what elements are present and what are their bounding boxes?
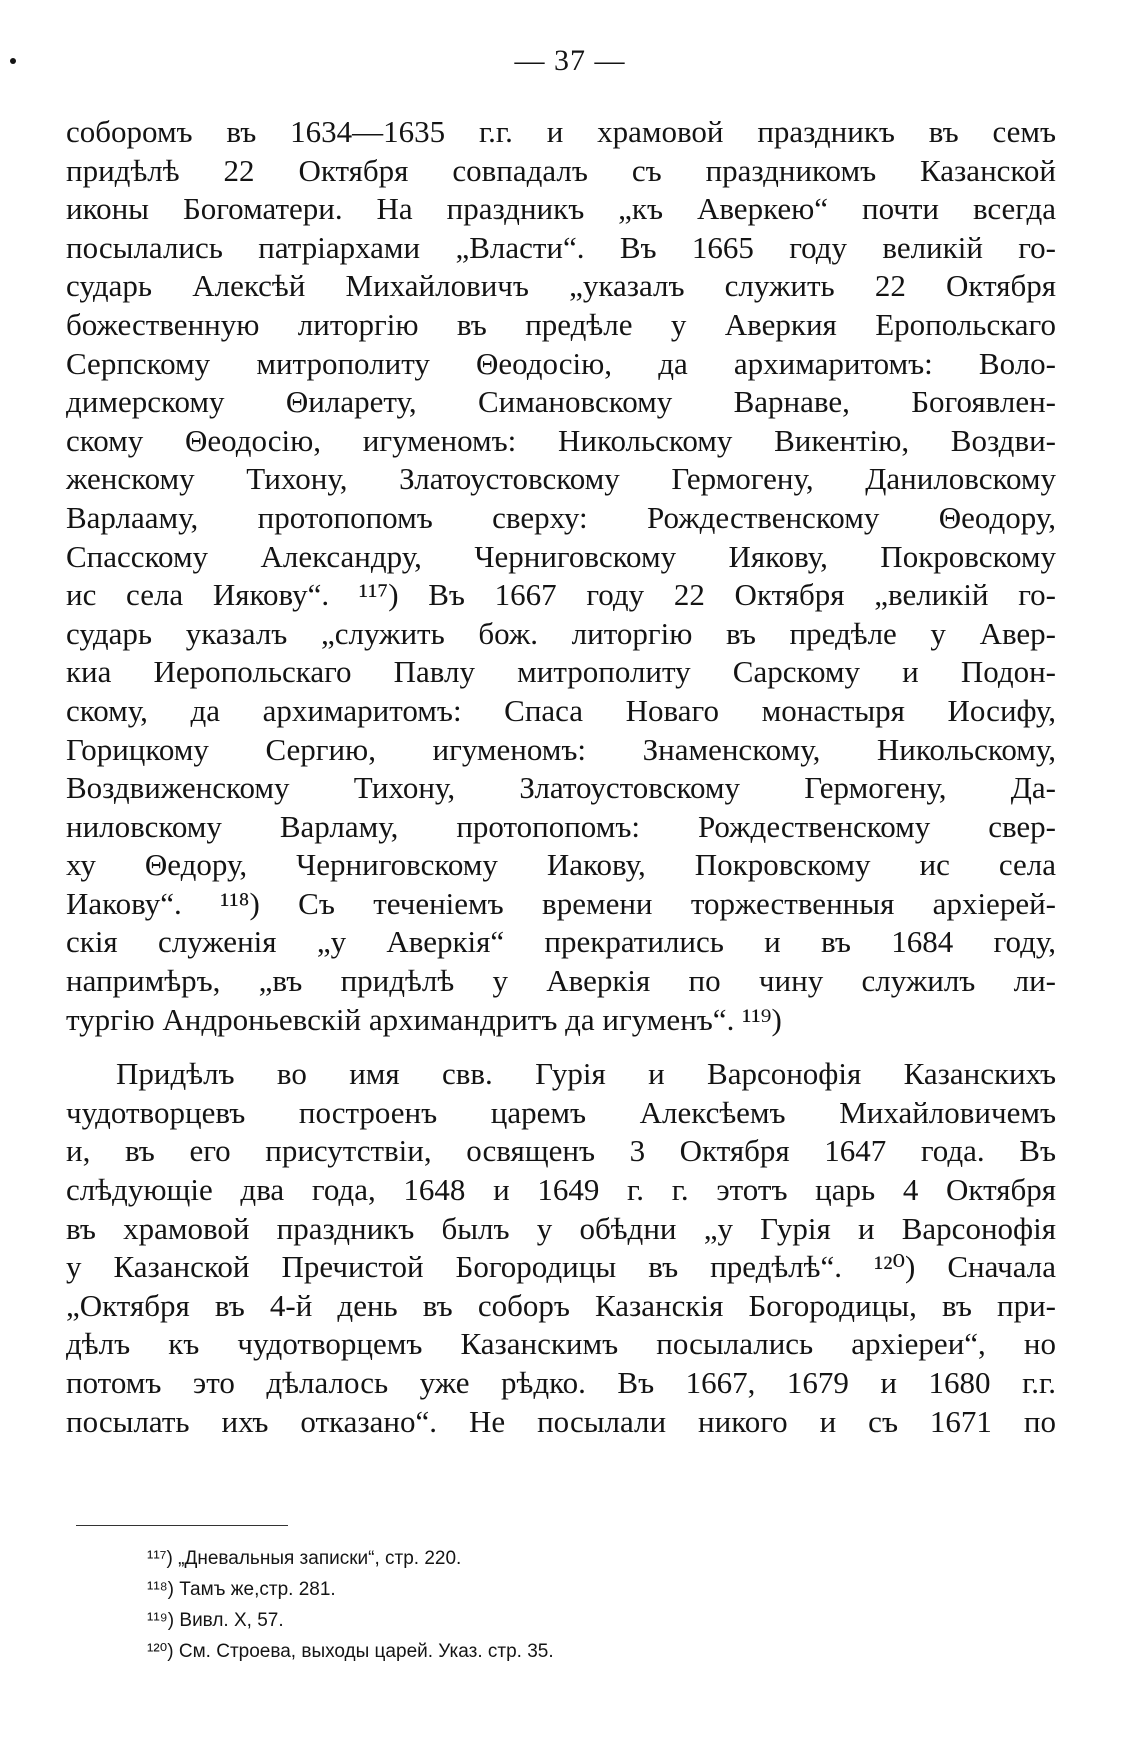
text-line: Придѣлъ во имя свв. Гурія и Варсонофія Казанскихъ xyxy=(116,1056,1056,1092)
text-line: тургію Андроньевскій архимандритъ да игуменъ“. ¹¹⁹) xyxy=(66,1001,782,1037)
text-line: дѣлъ къ чудотворцемъ Казанскимъ посылались архіереи“, но xyxy=(66,1326,1056,1362)
text-line: Воздвиженскому Тихону, Златоустовскому Гермогену, Да- xyxy=(66,770,1056,806)
text-line: придѣлѣ 22 Октября совпадалъ съ праздникомъ Казанской xyxy=(66,152,1056,188)
text-line: чудотворцевъ построенъ царемъ Алексѣемъ Михайловичемъ xyxy=(66,1094,1056,1130)
text-line: скія служенія „у Аверкія“ прекратились и въ 1684 году, xyxy=(66,924,1056,960)
page-number: — 37 — xyxy=(514,44,626,77)
text-line: божественную литоргію въ предѣле у Аверкия Еропольскаго xyxy=(66,306,1056,342)
footnote-120: ¹²⁰) См. Строева, выходы царей. Указ. стр. 35. xyxy=(147,1641,554,1662)
text-line: димерскому Θиларету, Симановскому Варнаве, Богоявлен- xyxy=(66,384,1056,420)
text-line: посылать ихъ отказано“. Не посылали никого и съ 1671 по xyxy=(66,1403,1056,1439)
text-line: посылались патріархами „Власти“. Въ 1665 году великій го- xyxy=(66,229,1056,265)
body-text xyxy=(66,113,1056,1441)
text-line: Спасскому Александру, Черниговскому Иякову, Покровскому xyxy=(66,538,1056,574)
text-line: киа Иеропольскаго Павлу митрополиту Сарскому и Подон- xyxy=(66,654,1056,690)
text-line: сударь указалъ „служить бож. литоргію въ предѣле у Авер- xyxy=(66,615,1056,651)
text-line: Горицкому Сергию, игуменомъ: Знаменскому, Никольскому, xyxy=(66,731,1056,767)
footnote-118: ¹¹⁸) Тамъ же,стр. 281. xyxy=(147,1579,336,1600)
footnote-117: ¹¹⁷) „Дневальныя записки“, стр. 220. xyxy=(147,1548,462,1569)
text-line: скому Θеодосію, игуменомъ: Никольскому Викентію, Воздви- xyxy=(66,422,1056,458)
text-line: слѣдующіе два года, 1648 и 1649 г. г. этотъ царь 4 Октября xyxy=(66,1172,1056,1208)
text-line: „Октября въ 4-й день въ соборъ Казанскія Богородицы, въ при- xyxy=(66,1287,1056,1323)
text-line: напримѣръ, „въ придѣлѣ у Аверкія по чину служилъ ли- xyxy=(66,963,1056,999)
text-line: соборомъ въ 1634—1635 г.г. и храмовой праздникъ въ семъ xyxy=(66,114,1056,149)
text-line: у Казанской Пречистой Богородицы въ предѣлѣ“. ¹²⁰) Сначала xyxy=(66,1249,1056,1285)
text-line: и, въ его присутствіи, освященъ 3 Октября 1647 года. Въ xyxy=(66,1133,1056,1169)
text-line: Варлааму, протопопомъ сверху: Рождественскому Θеодору, xyxy=(66,499,1056,535)
text-line: ис села Иякову“. ¹¹⁷) Въ 1667 году 22 Октября „великій го- xyxy=(66,577,1056,613)
footnote-rule xyxy=(76,1525,288,1526)
text-line: иконы Богоматери. На праздникъ „къ Аверкею“ почти всегда xyxy=(66,191,1056,227)
footnotes xyxy=(147,1543,947,1667)
text-line: ху Θедору, Черниговскому Иакову, Покровскому ис села xyxy=(66,847,1056,883)
paragraph-gap xyxy=(66,1039,1056,1055)
text-line: въ храмовой праздникъ былъ у обѣдни „у Гурія и Варсонофія xyxy=(66,1210,1056,1246)
text-line: женскому Тихону, Златоустовскому Гермогену, Даниловскому xyxy=(66,461,1056,497)
text-line: Серпскому митрополиту Θеодосію, да архимаритомъ: Воло- xyxy=(66,345,1056,381)
text-line: скому, да архимаритомъ: Спаса Новаго монастыря Иосифу, xyxy=(66,692,1056,728)
text-line: Иакову“. ¹¹⁸) Съ теченіемъ времени торжественныя архіерей- xyxy=(66,885,1056,921)
text-line: сударь Алексѣй Михайловичъ „указалъ служить 22 Октября xyxy=(66,268,1056,304)
text-line: потомъ это дѣлалось уже рѣдко. Въ 1667, 1679 и 1680 г.г. xyxy=(66,1365,1056,1400)
footnote-119: ¹¹⁹) Вивл. X, 57. xyxy=(147,1610,284,1631)
text-line: ниловскому Варламу, протопопомъ: Рождественскому свер- xyxy=(66,808,1056,844)
